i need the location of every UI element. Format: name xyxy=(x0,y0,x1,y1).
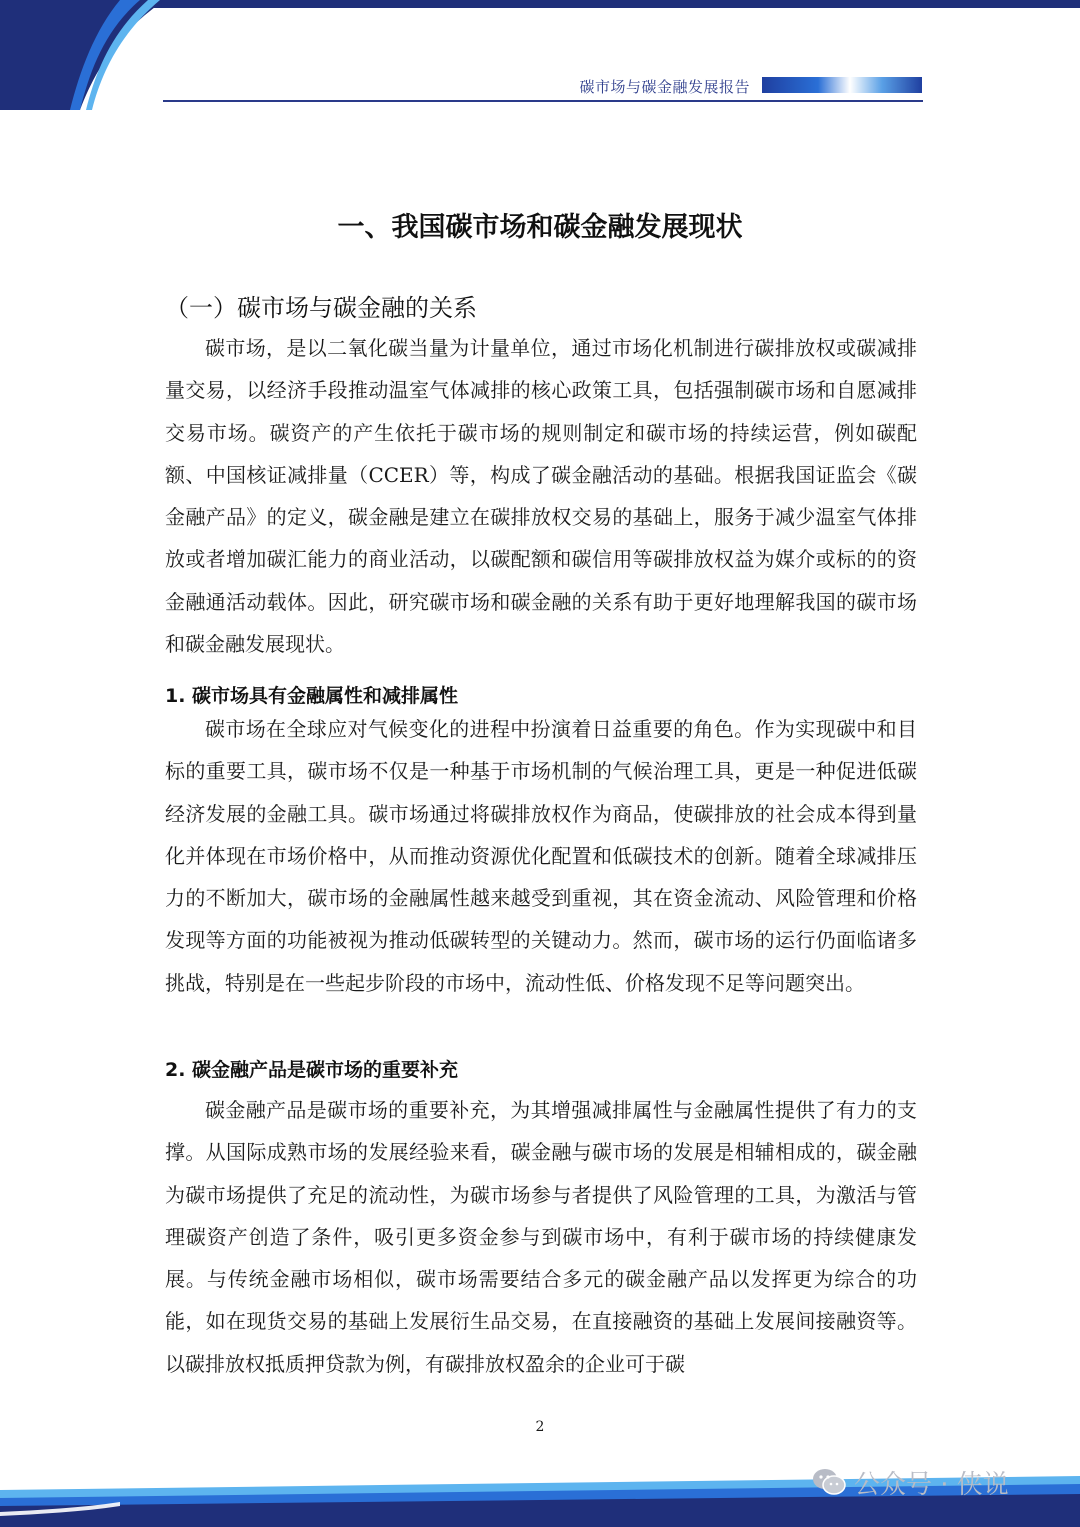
watermark-text: 公众号 · 侠说 xyxy=(854,1469,1009,1500)
wechat-icon xyxy=(812,1467,846,1497)
heading-financial-attributes: 1. 碳市场具有金融属性和减排属性 xyxy=(165,685,459,707)
page-number: 2 xyxy=(535,1419,545,1435)
subsection-title: （一）碳市场与碳金融的关系 xyxy=(165,294,477,322)
watermark xyxy=(812,1462,1009,1502)
section-title: 一、我国碳市场和碳金融发展现状 xyxy=(337,212,743,243)
corner-swoosh-decoration xyxy=(0,0,200,110)
paragraph-financial-attributes: 碳市场在全球应对气候变化的进程中扮演着日益重要的角色。作为实现碳中和目标的重要工具，碳市场不仅是一种基于市场机制的气候治理工具，更是一种促进低碳经济发展的金融工具。碳市场通过将碳排放权作为商品，使碳排放的社会成本得到量化并体现在市场价格中，从而推动资源优化配置和低碳技术的创新。随着全球减排压力的不断加大，碳市场的金融属性越来越受到重视，其在资金流动、风险管理和价格发现等方面的功能被视为推动低碳转型的关键动力。然而，碳市场的运行仍面临诸多挑战，特别是在一些起步阶段的市场中，流动性低、价格发现不足等问题突出。 xyxy=(165,717,917,995)
heading-carbon-finance-products: 2. 碳金融产品是碳市场的重要补充 xyxy=(165,1059,459,1081)
running-header-title: 碳市场与碳金融发展报告 xyxy=(579,78,750,96)
header-rule xyxy=(163,100,923,102)
paragraph-carbon-finance-products: 碳金融产品是碳市场的重要补充，为其增强减排属性与金融属性提供了有力的支撑。从国际成熟市场的发展经验来看，碳金融与碳市场的发展是相辅相成的，碳金融为碳市场提供了充足的流动性，为碳市场参与者提供了风险管理的工具，为激活与管理碳资产创造了条件，吸引更多资金参与到碳市场中，有利于碳市场的持续健康发展。与传统金融市场相似，碳市场需要结合多元的碳金融产品以发挥更为综合的功能，如在现货交易的基础上发展衍生品交易，在直接融资的基础上发展间接融资等。以碳排放权抵质押贷款为例，有碳排放权盈余的企业可于碳 xyxy=(165,1098,917,1376)
intro-paragraph: 碳市场，是以二氧化碳当量为计量单位，通过市场化机制进行碳排放权或碳减排量交易，以经济手段推动温室气体减排的核心政策工具，包括强制碳市场和自愿减排交易市场。碳资产的产生依托于碳市场的规则制定和碳市场的持续运营，例如碳配额、中国核证减排量（CCER）等，构成了碳金融活动的基础。根据我国证监会《碳金融产品》的定义，碳金融是建立在碳排放权交易的基础上，服务于减少温室气体排放或者增加碳汇能力的商业活动，以碳配额和碳信用等碳排放权益为媒介或标的的资金融通活动载体。因此，研究碳市场和碳金融的关系有助于更好地理解我国的碳市场和碳金融发展现状。 xyxy=(165,336,917,657)
header-gradient-bar xyxy=(762,77,922,93)
